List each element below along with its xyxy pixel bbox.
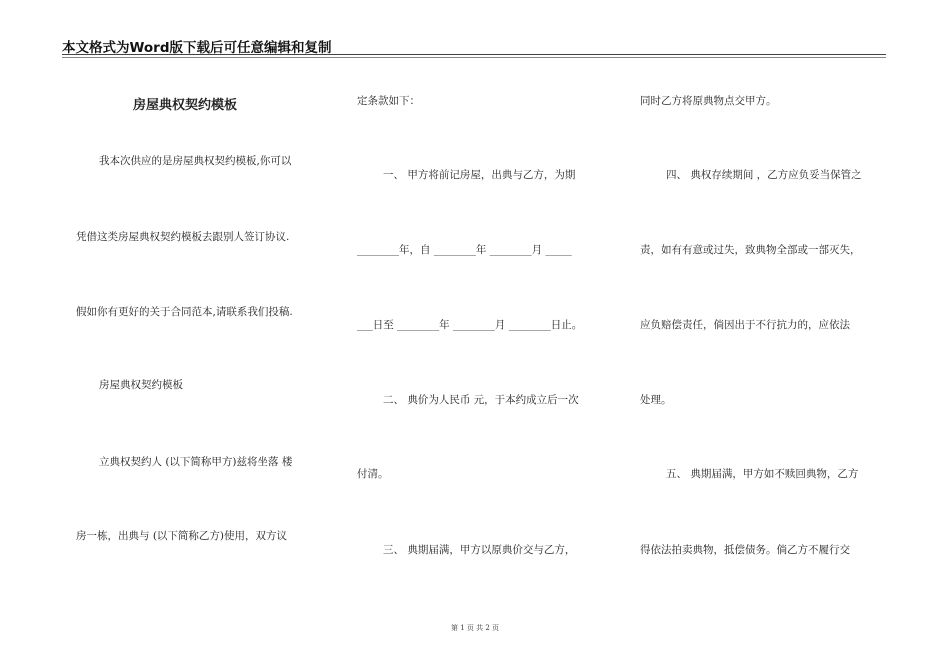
header-banner: 本文格式为Word版下载后可任意编辑和复制 — [62, 40, 332, 56]
paragraph-line: 三、 典期届满，甲方以原典价交与乙方， — [383, 544, 576, 556]
paragraph-line: 五、 典期届满，甲方如不赎回典物，乙方 — [666, 468, 859, 480]
text-column-3 — [640, 0, 890, 672]
paragraph-line: 二、 典价为人民币 元，于本约成立后一次 — [383, 394, 579, 406]
paragraph-line: 付清。 — [357, 468, 389, 480]
paragraph-line: ___日至 ________年 ________月 ________日止。 — [357, 319, 583, 331]
paragraph-line: 得依法拍卖典物，抵偿债务。倘乙方不履行交 — [640, 544, 850, 556]
paragraph-line: 房一栋，出典与 (以下简称乙方)使用，双方议 — [76, 530, 288, 542]
paragraph-line: 同时乙方将原典物点交甲方。 — [640, 95, 777, 107]
paragraph-line: 房屋典权契约模板 — [99, 379, 183, 391]
paragraph-line: 责，如有有意或过失，致典物全部或一部灭失， — [640, 244, 861, 256]
paragraph-line: 一、 甲方将前记房屋，出典与乙方，为期 — [383, 169, 576, 181]
page-indicator: 第 1 页 共 2 页 — [450, 624, 500, 632]
paragraph-line: 假如你有更好的关于合同范本,请联系我们投稿. — [76, 306, 293, 318]
document-title: 房屋典权契约模板 — [133, 98, 238, 113]
text-column-1 — [62, 0, 324, 672]
paragraph-line: 应负赔偿责任，倘因出于不行抗力的，应依法 — [640, 319, 850, 331]
paragraph-line: ________年，自 ________年 ________月 _____ — [357, 244, 572, 256]
text-column-2 — [357, 0, 607, 672]
paragraph-line: 四、 典权存续期间 ，乙方应负妥当保管之 — [666, 169, 862, 181]
paragraph-line: 立典权契约人 (以下简称甲方)兹将坐落 楼 — [99, 456, 293, 468]
paragraph-line: 定条款如下： — [357, 95, 420, 107]
paragraph-line: 处理。 — [640, 394, 672, 406]
paragraph-line: 凭借这类房屋典权契约模板去跟别人签订协议. — [76, 231, 290, 243]
paragraph-line: 我本次供应的是房屋典权契约模板,你可以 — [99, 155, 292, 167]
